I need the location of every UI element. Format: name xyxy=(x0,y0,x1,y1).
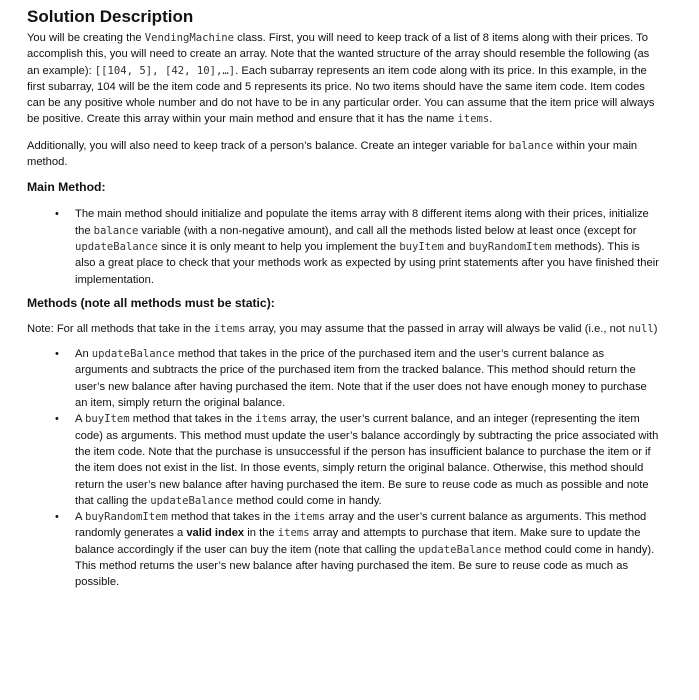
balance-paragraph: Additionally, you will also need to keep track of a person’s balance. Create an integer variable for balance within your main method. xyxy=(27,139,638,169)
bullet-icon: • xyxy=(55,348,59,361)
main-method-heading: Main Method: xyxy=(27,180,106,195)
inline-code: items xyxy=(293,511,326,524)
inline-code: items xyxy=(277,527,310,540)
inline-code: balance xyxy=(93,224,139,237)
methods-heading: Methods (note all methods must be static): xyxy=(27,295,275,310)
inline-code: updateBalance xyxy=(418,543,502,556)
inline-code: buyItem xyxy=(399,240,444,253)
inline-code: items xyxy=(255,413,288,426)
bullet-icon: • xyxy=(55,511,59,524)
inline-code: null xyxy=(628,322,654,335)
list-item: • A buyItem method that takes in the items array, the user’s current balance, and an integer (representing the item code) as arguments. This method must update the user’s balance accordingly by subtracting the price associated with the item code. Note that the purchase is unsuccessful if the person has insufficient balance to purchase the item or if the item does not exist in the list. In those events, simply return the original balance. Otherwise, this method should return the user’s new balance after having purchased the item. Be sure to reuse code as much as possible and note that calling the updateBalance method could come in handy. xyxy=(55,413,659,507)
list-item: • An updateBalance method that takes in the price of the purchased item and the user’s current balance as arguments and subtracts the price of the purchased item from the tracked balance. This method should return the user’s new balance after having purchased the item. Note that if the user does not have enough money to purchase an item, simply return the original balance. xyxy=(55,348,647,410)
inline-code: buyItem xyxy=(84,413,130,426)
inline-code: balance xyxy=(508,139,554,152)
intro-paragraph: You will be creating the VendingMachine class. First, you will need to keep track of a list of 8 items along with their prices. To accomplish this, you will need to create an array. Note that the wanted structure of the array should resemble the following (as an example): [[104, 5], [42, 10],…]. Each subarray represents an item code along with its price. In this example, in the first subarray, 104 will be the item code and 5 represents its price. No two items should have the same item code. Item codes can be any positive whole number and do not have to be in any particular order. You can assume that the item price will always be positive. Create this array within your main method and ensure that it has the name items. xyxy=(27,32,655,126)
methods-list xyxy=(27,346,659,590)
inline-code: updateBalance xyxy=(75,240,158,253)
main-method-list xyxy=(27,206,659,287)
bullet-icon: • xyxy=(55,413,59,426)
inline-code: [[104, 5], [42, 10],…] xyxy=(94,64,236,77)
note-paragraph: Note: For all methods that take in the items array, you may assume that the passed in array will always be valid (i.e., not null) xyxy=(27,322,658,335)
list-item: • The main method should initialize and populate the items array with 8 different items along with their prices, initialize the balance variable (with a non-negative amount), and call all the methods listed below at least once (except for updateBalance since it is only meant to help you implement the buyItem and buyRandomItem methods). This is also a great place to check that your methods work as expected by using print statements after you have finished their implementation. xyxy=(55,208,659,286)
list-item: • A buyRandomItem method that takes in the items array and the user’s current balance as arguments. This method randomly generates a valid index in the items array and attempts to purchase that item. Make sure to update the balance accordingly if the user can buy the item (note that calling the updateBalance method could come in handy). This method returns the user’s new balance after having purchased the item. Be sure to reuse code as much as possible. xyxy=(55,511,655,589)
inline-code: updateBalance xyxy=(150,494,234,507)
inline-code: buyRandomItem xyxy=(468,240,552,253)
inline-code: items xyxy=(213,322,246,335)
inline-code: buyRandomItem xyxy=(84,511,168,524)
page-title: Solution Description xyxy=(27,7,194,26)
inline-code: items xyxy=(457,113,490,126)
bold-text: valid index xyxy=(186,527,245,540)
bullet-icon: • xyxy=(55,208,59,221)
inline-code: VendingMachine xyxy=(144,32,235,44)
inline-code: updateBalance xyxy=(91,348,175,361)
